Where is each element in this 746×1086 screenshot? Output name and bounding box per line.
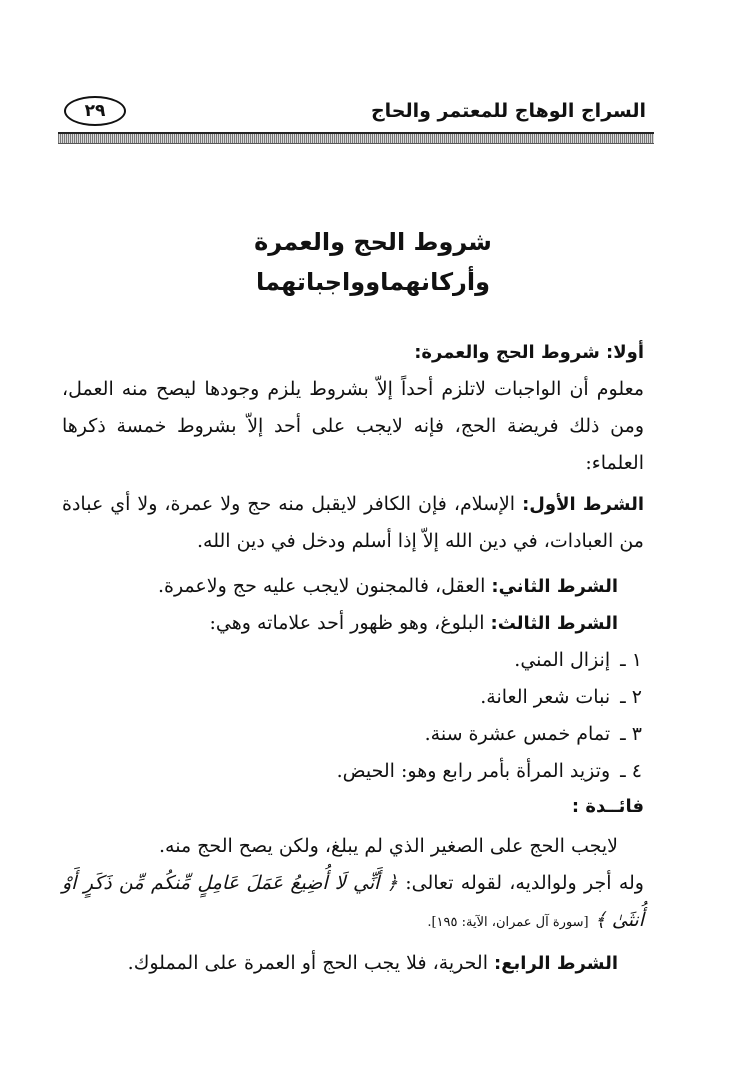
- benefit-text-1: [62, 824, 644, 865]
- chapter-title-line-1: شروط الحج والعمرة: [254, 228, 492, 256]
- condition-3-text: البلوغ، وهو ظهور أحد علاماته وهي:: [209, 612, 485, 634]
- list-item-number: ٣ ـ: [620, 723, 642, 745]
- benefit-label: فائــدة :: [571, 796, 644, 817]
- list-item-number: ٢ ـ: [620, 686, 642, 708]
- condition-4: [62, 941, 644, 982]
- benefit-text-2: [62, 865, 644, 941]
- list-item-text: وتزيد المرأة بأمر رابع وهو: الحيض.: [336, 760, 611, 782]
- condition-3: [62, 605, 644, 642]
- header-divider: [58, 132, 654, 144]
- quran-verse: ﴿ أَنِّي لَا أُضِيعُ عَمَلَ عَامِلٍ مِّنكُم مِّن ذَكَرٍ أَوْ أُنثَىٰ ﴾: [62, 872, 644, 931]
- list-item-text: إنزال المني.: [514, 649, 611, 671]
- list-item: [62, 716, 644, 753]
- list-item: [62, 679, 644, 716]
- condition-3-label: الشرط الثالث:: [490, 613, 618, 634]
- condition-2-label: الشرط الثاني:: [491, 576, 618, 597]
- condition-2: [62, 560, 644, 605]
- intro-text: معلوم أن الواجبات لاتلزم أحداً إلاّ بشروط يلزم وجودها ليصح منه العمل، ومن ذلك فريضة الحج، فإنه لايجب على أحد إلاّ بشروط خمسة ذكرها العلماء:: [62, 378, 644, 474]
- condition-4-label: الشرط الرابع:: [494, 953, 618, 974]
- book-title: السراج الوهاج للمعتمر والحاج: [370, 100, 646, 122]
- intro-paragraph: [62, 371, 644, 482]
- condition-4-text: الحرية، فلا يجب الحج أو العمرة على المملوك.: [127, 952, 488, 974]
- condition-1-text: الإسلام، فإن الكافر لايقبل منه حج ولا عمرة، ولا أي عبادة من العبادات، في دين الله إلاّ إذا أسلم ودخل في دين الله.: [62, 493, 644, 552]
- list-item: [62, 642, 644, 679]
- running-header: [58, 94, 654, 136]
- page-number: ٢٩: [64, 96, 126, 126]
- verse-citation: [سورة آل عمران، الآية: ١٩٥].: [427, 915, 589, 930]
- section-heading: أولا: شروط الحج والعمرة:: [414, 342, 644, 363]
- condition-1-label: الشرط الأول:: [522, 494, 644, 515]
- list-item-text: نبات شعر العانة.: [480, 686, 611, 708]
- condition-2-text: العقل، فالمجنون لايجب عليه حج ولاعمرة.: [157, 575, 486, 597]
- list-item: [62, 753, 644, 790]
- list-item-text: تمام خمس عشرة سنة.: [424, 723, 611, 745]
- body-text: [62, 335, 644, 982]
- benefit-sentence-2: وله أجر ولوالديه، لقوله تعالى:: [405, 872, 644, 894]
- list-item-number: ١ ـ: [620, 649, 642, 671]
- list-item-number: ٤ ـ: [620, 760, 642, 782]
- chapter-title-line-2: وأركانهماوواجباتهما: [255, 268, 490, 296]
- condition-1: [62, 482, 644, 560]
- benefit-sentence-1: لايجب الحج على الصغير الذي لم يبلغ، ولكن يصح الحج منه.: [158, 835, 618, 857]
- chapter-heading: [100, 222, 646, 302]
